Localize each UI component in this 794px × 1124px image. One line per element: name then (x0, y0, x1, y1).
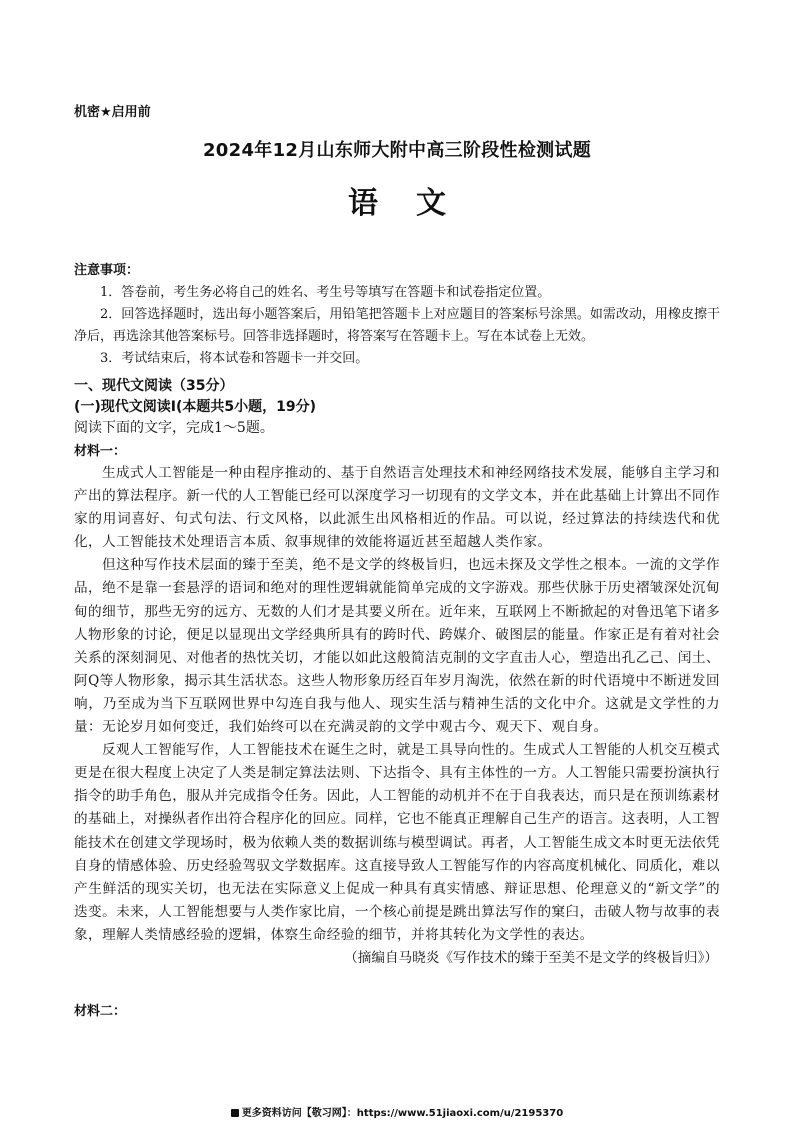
material-one-body (74, 462, 720, 947)
confidential-label: 机密★启用前 (74, 105, 151, 120)
notice-item: 2．回答选择题时，选出每小题答案后，用铅笔把答题卡上对应题目的答案标号涂黑。如需改动，用橡皮擦干净后，再选涂其他答案标号。回答非选择题时，将答案写在答题卡上。写在本试卷上无效。 (74, 307, 720, 344)
notice-item: 3．考试结束后，将本试卷和答题卡一并交回。 (100, 351, 369, 366)
footer-text: 更多资料访问【敬习网】：https://www.51jiaoxi.com/u/2195370 (241, 1108, 564, 1119)
section-instruction: 阅读下面的文字，完成1～5题。 (74, 420, 274, 436)
section-subheading: (一)现代文阅读Ⅰ(本题共5小题，19分) (74, 399, 317, 415)
material-two-label: 材料二： (74, 1004, 127, 1019)
exam-title: 2024年12月山东师大附中高三阶段性检测试题 (202, 140, 592, 161)
paragraph: 但这种写作技术层面的臻于至美，绝不是文学的终极旨归，也远未探及文学性之根本。一流的文学作品，绝不是靠一套悬浮的语词和绝对的理性逻辑就能简单完成的文字游戏。那些伏脉于历史褶皱深处沉甸甸的细节，那些无穷的远方、无数的人们才是其要义所在。近年来，互联网上不断掀起的对鲁迅笔下诸多人物形象的讨论，便足以显现出文学经典所具有的跨时代、跨媒介、破图层的能量。作家正是有着对社会关系的深刻洞见、对他者的热忱关切，才能以如此这般简洁克制的文字直击人心，塑造出孔乙己、闰土、阿Q等人物形象，揭示其生活状态。这些人物形象历经百年岁月淘洗，依然在新的时代语境中不断迸发回响，乃至成为当下互联网世界中勾连自我与他人、现实生活与精神生活的文化中介。这就是文学性的力量：无论岁月如何变迁，我们始终可以在充满灵韵的文学中观古今、观天下、观自身。 (74, 557, 721, 736)
material-one-label: 材料一： (74, 444, 127, 459)
subject-title: 语文 (348, 186, 484, 221)
paragraph: 生成式人工智能是一种由程序推动的、基于自然语言处理技术和神经网络技术发展，能够自主学习和产出的算法程序。新一代的人工智能已经可以深度学习一切现有的文学文本，并在此基础上计算出不同作家的用词喜好、句式句法、行文风格，以此派生出风格相近的作品。可以说，经过算法的持续迭代和优化，人工智能技术处理语言本质、叙事规律的效能将逼近甚至超越人类作家。 (74, 465, 721, 551)
notice-block (74, 260, 720, 370)
flag-icon (231, 1109, 239, 1117)
section-heading: 一、现代文阅读（35分） (74, 378, 234, 394)
paragraph: 反观人工智能写作，人工智能技术在诞生之时，就是工具导向性的。生成式人工智能的人机交互模式更是在很大程度上决定了人类是制定算法法则、下达指令、具有主体性的一方。人工智能只需要扮演执行指令的助手角色，服从并完成指令任务。因此，人工智能的动机并不在于自我表达，而只是在预训练素材的基础上，对操纵者作出符合程序化的回应。同样，它也不能真正理解自己生产的语言。这表明，人工智能技术在创建文学现场时，极为依赖人类的数据训练与模型调试。再者，人工智能生成文本时更无法依凭自身的情感体验、历史经验驾驭文学数据库。这直接导致人工智能写作的内容高度机械化、同质化，难以产生鲜活的现实关切，也无法在实际意义上促成一种具有真实情感、辩证思想、伦理意义的“新文学”的迭变。未来，人工智能想要与人类作家比肩，一个核心前提是跳出算法写作的窠臼，击破人物与故事的表象，理解人类情感经验的逻辑，体察生命经验的细节，并将其转化为文学性的表达。 (74, 742, 721, 943)
notice-heading: 注意事项： (74, 263, 140, 278)
source-citation: （摘编自马晓炎《写作技术的臻于至美不是文学的终极旨归》） (344, 949, 718, 966)
footer-link[interactable] (0, 1104, 794, 1119)
reading-section (74, 376, 720, 970)
notice-item: 1．答卷前，考生务必将自己的姓名、考生号等填写在答题卡和试卷指定位置。 (100, 285, 551, 300)
